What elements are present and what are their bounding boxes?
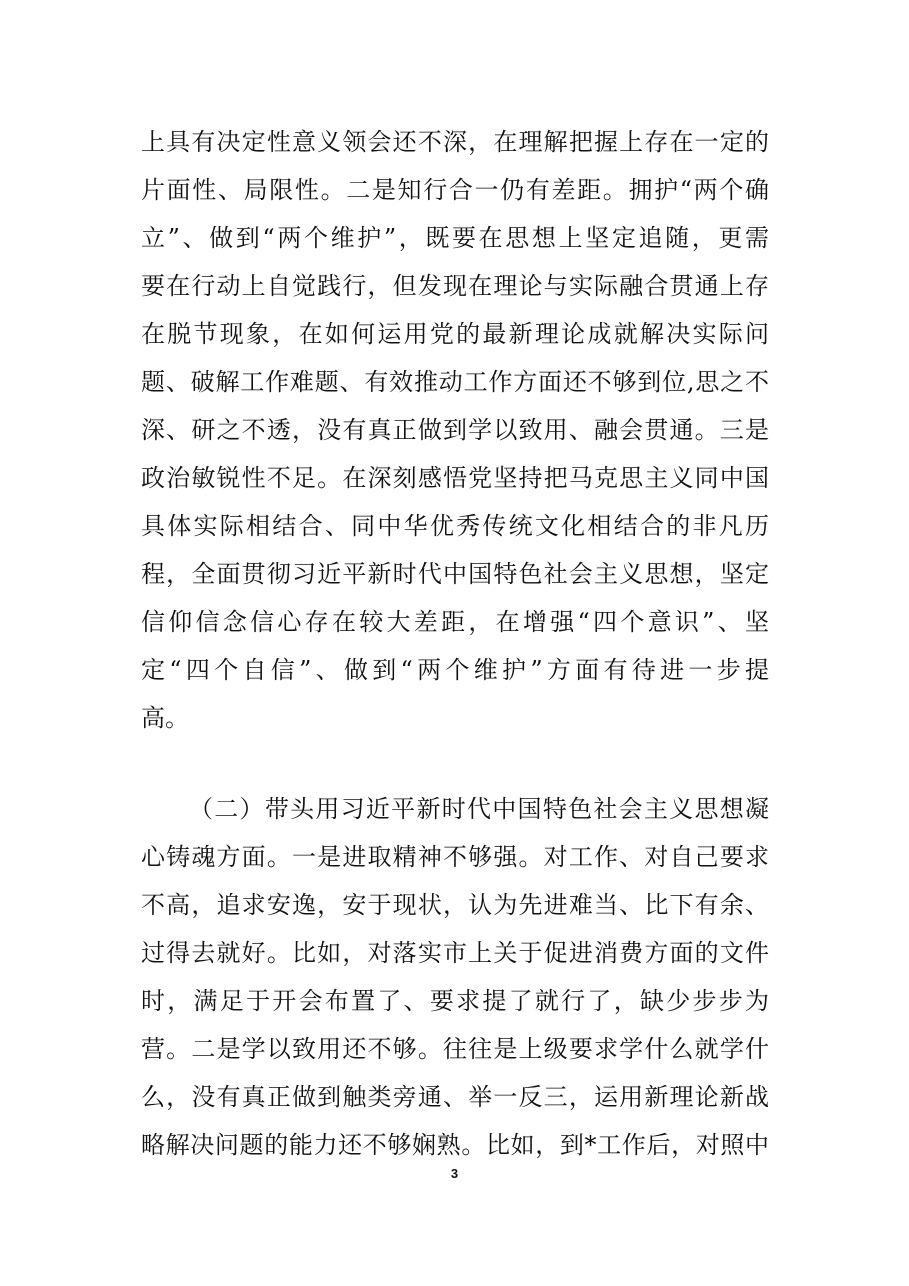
text-line: 深、研之不透，没有真正做到学以致用、融会贯通。三是	[141, 416, 769, 444]
text-line: （二）带头用习近平新时代中国特色社会主义思想凝	[189, 795, 769, 823]
text-line: 要在行动上自觉践行，但发现在理论与实际融合贯通上存	[141, 272, 769, 300]
text-line: 高。	[141, 704, 189, 732]
text-line: 不高，追求安逸，安于现状，认为先进难当、比下有余、	[141, 891, 769, 919]
text-line: 信仰信念信心存在较大差距，在增强“四个意识”、坚	[141, 608, 769, 636]
text-line: 过得去就好。比如，对落实市上关于促进消费方面的文件	[141, 939, 769, 967]
text-line: 具体实际相结合、同中华优秀传统文化相结合的非凡历	[141, 512, 769, 540]
text-line: 营。二是学以致用还不够。往往是上级要求学什么就学什	[141, 1035, 769, 1063]
text-line: 心铸魂方面。一是进取精神不够强。对工作、对自己要求	[141, 843, 769, 871]
text-line: 政治敏锐性不足。在深刻感悟党坚持把马克思主义同中国	[141, 464, 769, 492]
text-line: 么，没有真正做到触类旁通、举一反三，运用新理论新战	[141, 1083, 769, 1111]
page-number: 3	[450, 1166, 459, 1181]
text-line: 上具有决定性意义领会还不深，在理解把握上存在一定的	[141, 128, 769, 156]
text-line: 立”、做到“两个维护”，既要在思想上坚定追随，更需	[141, 224, 769, 252]
text-line: 片面性、局限性。二是知行合一仍有差距。拥护“两个确	[141, 176, 769, 204]
text-line: 题、破解工作难题、有效推动工作方面还不够到位,思之不	[141, 368, 769, 396]
text-line: 略解决问题的能力还不够娴熟。比如，到*工作后，对照中	[141, 1131, 769, 1159]
text-line: 程，全面贯彻习近平新时代中国特色社会主义思想，坚定	[141, 560, 769, 588]
text-line: 在脱节现象，在如何运用党的最新理论成就解决实际问	[141, 320, 769, 348]
text-line: 定“四个自信”、做到“两个维护”方面有待进一步提	[141, 656, 769, 684]
text-line: 时，满足于开会布置了、要求提了就行了，缺少步步为	[141, 987, 769, 1015]
